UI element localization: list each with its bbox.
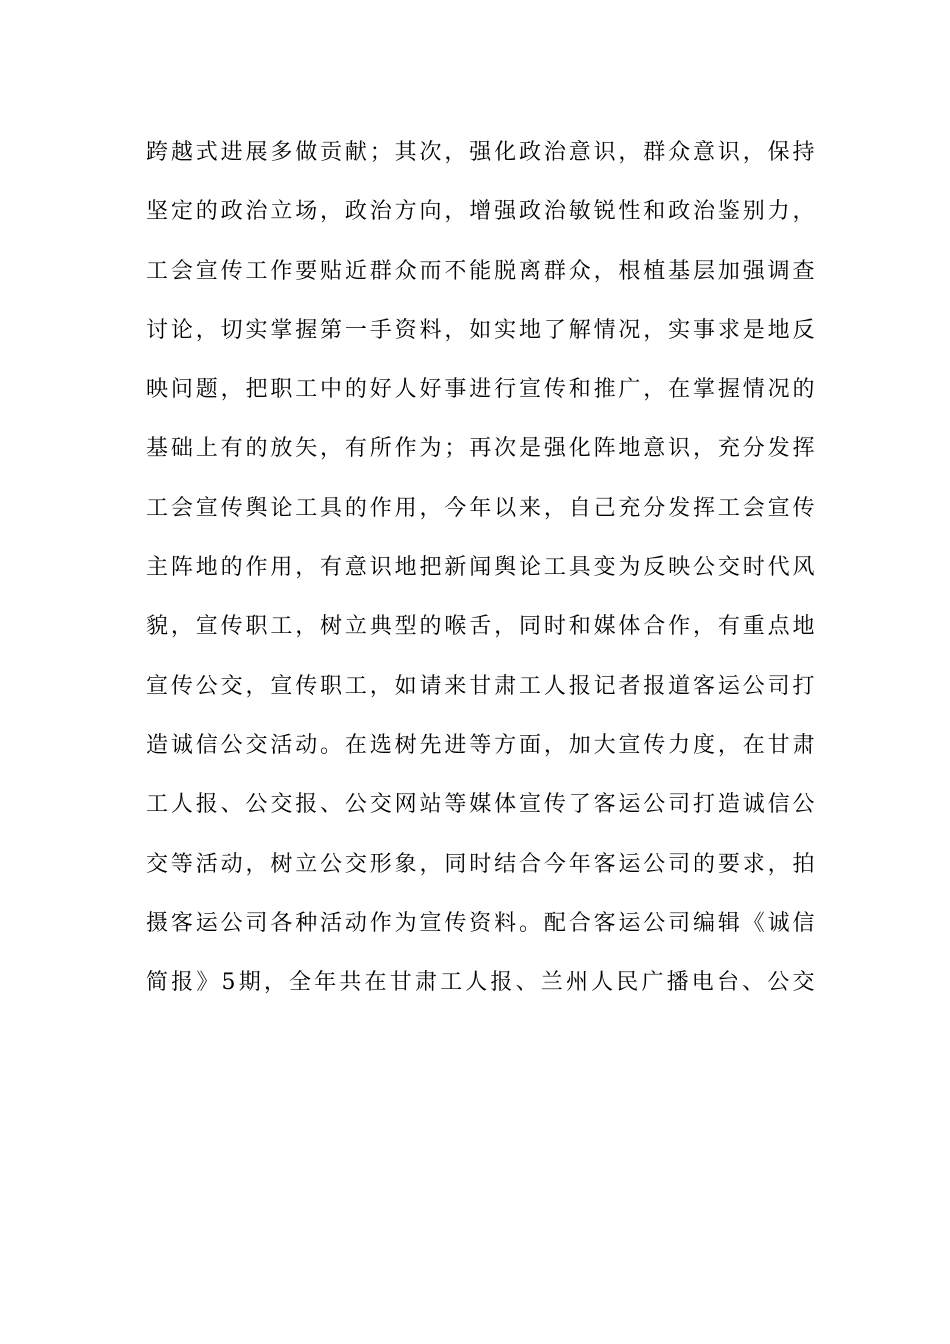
body-text bbox=[146, 132, 816, 1021]
text-line: 工会宣传工作要贴近群众而不能脱离群众，根植基层加强调查 bbox=[146, 258, 816, 284]
text-line: 简报》5期，全年共在甘肃工人报、兰州人民广播电台、公交 bbox=[146, 970, 816, 996]
text-line: 映问题，把职工中的好人好事进行宣传和推广，在掌握情况的 bbox=[146, 377, 816, 403]
text-line: 主阵地的作用，有意识地把新闻舆论工具变为反映公交时代风 bbox=[146, 555, 816, 581]
text-line: 跨越式进展多做贡献；其次，强化政治意识，群众意识，保持 bbox=[146, 140, 816, 165]
text-line: 宣传公交，宣传职工，如请来甘肃工人报记者报道客运公司打 bbox=[146, 673, 816, 699]
text-line: 讨论，切实掌握第一手资料，如实地了解情况，实事求是地反 bbox=[146, 317, 816, 343]
text-line: 工人报、公交报、公交网站等媒体宣传了客运公司打造诚信公 bbox=[146, 792, 816, 818]
text-line: 摄客运公司各种活动作为宣传资料。配合客运公司编辑《诚信 bbox=[146, 910, 816, 936]
text-line: 坚定的政治立场，政治方向，增强政治敏锐性和政治鉴别力， bbox=[146, 199, 816, 225]
text-line: 工会宣传舆论工具的作用，今年以来，自己充分发挥工会宣传 bbox=[146, 495, 816, 521]
text-line: 造诚信公交活动。在选树先进等方面，加大宣传力度，在甘肃 bbox=[146, 732, 816, 758]
text-line: 交等活动，树立公交形象，同时结合今年客运公司的要求，拍 bbox=[146, 851, 816, 877]
text-line: 貌，宣传职工，树立典型的喉舌，同时和媒体合作，有重点地 bbox=[146, 614, 816, 640]
text-line: 基础上有的放矢，有所作为；再次是强化阵地意识，充分发挥 bbox=[146, 436, 816, 462]
